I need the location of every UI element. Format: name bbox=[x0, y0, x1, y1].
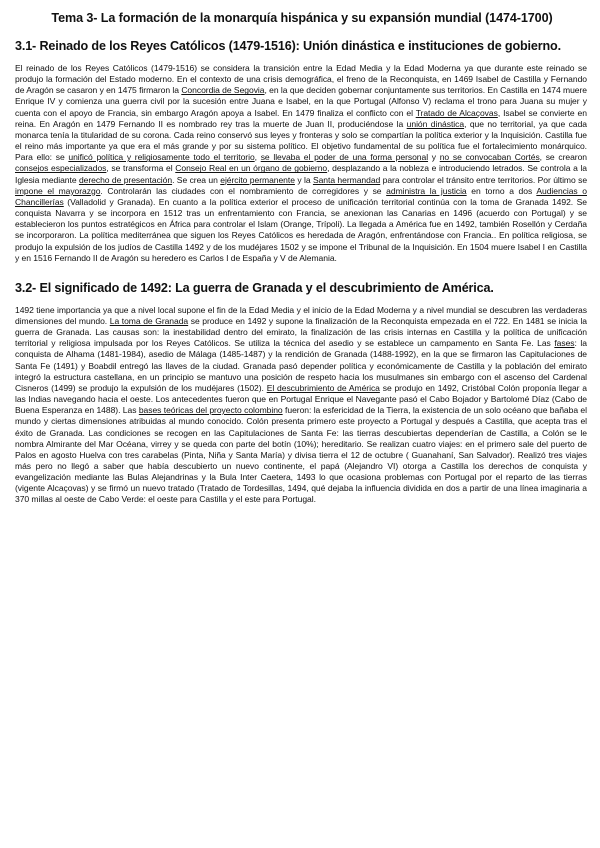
underlined-term: consejos especializados bbox=[15, 163, 107, 174]
underlined-term: se llevaba el poder de una forma personal bbox=[260, 152, 429, 163]
underlined-term: Santa hermandad bbox=[312, 174, 381, 185]
underlined-term: ejército permanente bbox=[220, 174, 295, 185]
underlined-term: derecho de presentación bbox=[78, 174, 173, 185]
text-run: 1492 tiene importancia ya que a nivel local supone el fin de la Edad Media y el inicio de la Edad Moderna y a nivel mundial se descubren las verdaderas dimensiones del mundo. bbox=[15, 304, 587, 326]
text-run: para controlar el tránsito entre territorios. Por último se bbox=[380, 174, 588, 185]
text-run: se produjo en 1492, Cristóbal Colón proponía llegar a las Indias navegando hacia el oeste. Los antecedentes fueron que en Portugal Enrique el Navegante pasó el Cabo Bojador y Bartolomé Díaz (Cabo de Buena Esperanza en 1488). Las bbox=[15, 382, 587, 416]
underlined-term: administra la justicia bbox=[386, 185, 467, 196]
text-run: , Isabel se convierte en reina. En Aragón en 1479 Fernando II es nombrado rey tras la muerte de Juan II, produciéndose la bbox=[15, 107, 587, 129]
text-run: : la conquista de Alhama (1481-1984), asedio de Málaga (1485-1487) y la rendición de Granada (1488-1992), en la que se firmaron las Capitulaciones de Santa Fe (1491) y Boabdil entregó las llaves de la ciudad. Granada pasó depender política y económicamente de Castilla y la población del emirato integró la estructura castellana, en un principio se mantuvo una posición de respeto hacia los musulmanes sin embargo con el ascenso del Cardenal Cisneros (1499) se produjo la expulsión de los mudéjares (1502). bbox=[15, 338, 587, 393]
section-paragraph-1 bbox=[15, 63, 587, 264]
text-run: , desplazando a la nobleza e introduciendo letrados. Se controla a la Iglesia mediante bbox=[15, 163, 588, 185]
text-run: , bbox=[254, 152, 261, 163]
text-run: se produce en 1492 y supone la finalización de la Reconquista empezada en el 722. En 1481 se inicia la guerra de Granada. Las causas son: la inestabilidad dentro del emirato, la finalización de las crisis internas en Castilla y la política de unificación territorial y religiosa impulsada por los Reyes Católicos. Se utiliza la técnica del asedio y se establece un campamento en Santa Fe. Las bbox=[15, 315, 588, 349]
text-run: El reinado de los Reyes Católicos (1479-1516) se considera la transición entre la Edad Media y la Edad Moderna ya que durante este reinado se produjo la formación del Estado moderno. En el contexto de una crisis demográfica, el freno de la Reconquista, en 1469 Isabel de Castilla y Fernando de Aragón se casaron y en 1475 firmaron la bbox=[15, 63, 587, 96]
underlined-term: La toma de Granada bbox=[109, 315, 189, 326]
text-run: y la bbox=[294, 174, 313, 185]
text-run: y bbox=[428, 152, 440, 163]
underlined-term: no se convocaban Cortés bbox=[439, 152, 540, 163]
underlined-term: El descubrimiento de América bbox=[266, 382, 380, 393]
page-title: Tema 3- La formación de la monarquía hispánica y su expansión mundial (1474-1700) bbox=[51, 11, 553, 25]
underlined-term: Audiencias o Chancillerías bbox=[15, 185, 587, 207]
section-heading-2: 3.2- El significado de 1492: La guerra de Granada y el descubrimiento de América. bbox=[15, 280, 494, 295]
section-heading-1: 3.1- Reinado de los Reyes Católicos (1479-1516): Unión dinástica e instituciones de gobierno. bbox=[15, 39, 561, 53]
text-run: , que no territorial, ya que cada monarca tenía la titularidad de su corona. Cada reino conservó sus leyes y fronteras y solo se compartían la política exterior y la Inquisición. Castilla fue el reino más importante ya que era el más grande y por su sistema político. El objetivo fundamental de su política fue el fortalecimiento monárquico. Para ello: se bbox=[15, 118, 587, 163]
text-run: . Se crea un bbox=[172, 174, 221, 185]
text-run: fueron: la esfericidad de la Tierra, la existencia de un solo océano que bañaba el mundo y ciertas dimensiones atribuidas al mundo conocido. Colón presenta primero este proyecto a Portugal y después a Castilla, que acepta tras el éxito de Granada. Las condiciones se recogen en las Capitulaciones de Santa Fe: las tierras descubiertas dependerían de Castilla, a Colón se le nombra Almirante del Mar Océana, virrey y se queda con parte del botín (10%); hereditario. Se realizan cuatro viajes: en el primero sale del puerto de Palos en agosto Huelva con tres carabelas (Pinta, Niña y Santa María) y divisa tierra el 12 de octubre ( Guanahaní, San Salvador). Realizó tres viajes más pero no llegó a saber que había descubierto un nuevo continente, el papá (Alejandro VI) otorga a Castilla los derechos de conquista y evangelización mediante las Bulas Alejandrinas y la Bula Inter Caetera, 1493 lo que ocasiona problemas con Portugal por el reparto de las tierras (vigente Alcaçovas) y se firmó un nuevo tratado (Tratado de Tordesillas, 1494, qué dejaba la influencia dividida en dos a partir de una línea imaginaria a 370 millas al oeste de Cabo Verde: el oeste para Castilla y el este para Portugal. bbox=[15, 405, 587, 505]
underlined-term: fases bbox=[554, 338, 575, 349]
text-run: . Controlarán las ciudades con el nombramiento de corregidores y se bbox=[100, 185, 387, 196]
underlined-term: Tratado de Alcaçovas bbox=[415, 107, 498, 118]
underlined-term: Consejo Real en un órgano de gobierno bbox=[175, 163, 328, 174]
text-run: , se transforma el bbox=[106, 163, 176, 174]
underlined-term: Concordia de Segovia bbox=[181, 85, 265, 96]
underlined-term: bases teóricas del proyecto colombino bbox=[138, 405, 283, 416]
section-paragraph-2 bbox=[15, 305, 587, 506]
underlined-term: impone el mayorazgo bbox=[15, 185, 101, 196]
text-run: , se crearon bbox=[539, 152, 587, 163]
text-run: , en la que deciden gobernar conjuntamente sus territorios. En Castilla en 1474 muere Enrique IV y comienza una guerra civil por la sucesión entre Juana e Isabel, en la que Portugal (Alfonso V) reclama el trono para Juana su mujer y cuenta con el apoyo de Francia, sin embargo Aragón apoya a Isabel. En 1479 finaliza el conflicto con el bbox=[15, 85, 588, 118]
text-run: (Valladolid y Granada). En cuanto a la política exterior el proceso de unificación territorial continúa con la toma de Granada 1492. Se conquista Navarra y se incorpora en 1512 tras un enfrentamiento con Francia, se anexionan las Canarias en 1496 (acuerdo con Portugal) y se establecieron los puntos estratégicos en África para controlar el Islam (Orange, Trípoli). La llegada a América fue en 1492, también Rosellón y Cerdaña se incorporaron. La política mediterránea que siguen los Reyes Católicos es heredada de Aragón, enfrentándose con Francia.. En política religiosa, se produjo la expulsión de los judíos de Castilla 1492 y de los mudéjares 1502 y se impone el Tribunal de la Inquisición. En 1504 muere Isabel I en Castilla y en 1516 Fernando II de Aragón su heredero es Carlos I de España y V de Alemania. bbox=[15, 196, 587, 263]
underlined-term: unificó política y religiosamente todo el territorio bbox=[68, 152, 255, 163]
underlined-term: unión dinástica bbox=[406, 118, 465, 129]
text-run: en torno a dos bbox=[466, 185, 537, 196]
